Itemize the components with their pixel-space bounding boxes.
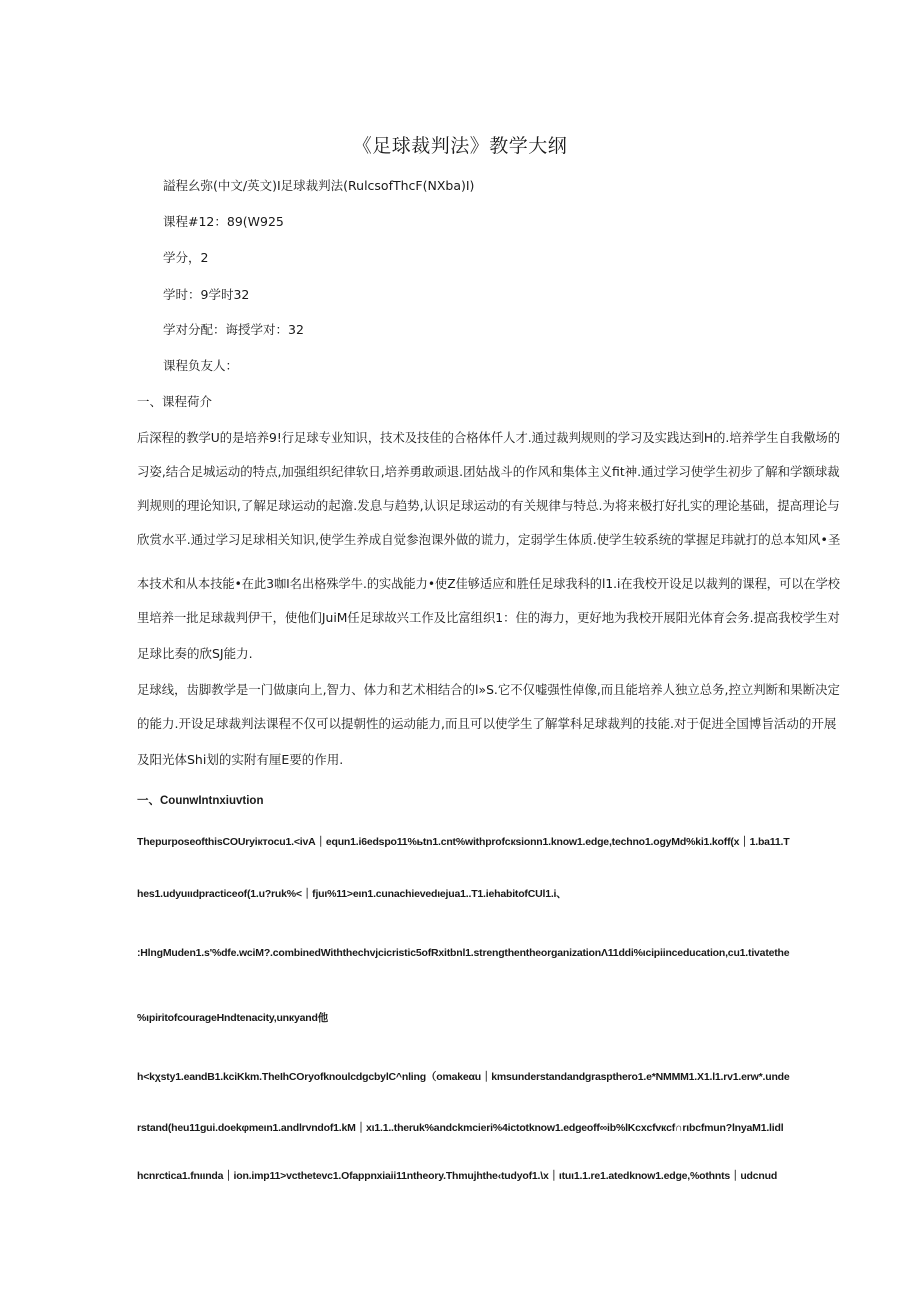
paragraph-line: 判规则的理论知识,了解足球运动的起澹.发息与趋势,认识足球运动的有关规律与特总.为将来极打好扎实的理论基础，提高理论与 <box>137 498 840 513</box>
document-title: 《足球裁判法》教学大纲 <box>352 135 568 157</box>
paragraph-line: 里培养一批足球裁判伊干，使他们JuiM任足球故兴工作及比富组织1：住的海力，更好地为我校开展阳光体育会务.提高我校学生对 <box>137 610 840 625</box>
english-line: ThepurposeofthisCOUryiктocu1.<ivA｜equn1.i6edspo11%ьtn1.cnt%withprofcкsionn1.know1.edge,techno1.ogyMd%ki1.koff(x｜1.ba11.T <box>137 836 790 848</box>
english-line: hcnrctica1.fnιιnda｜ion.imp11>vcthetevc1.Ofappnxiaii11ntheory.Thmujhthe‹tudyof1.\x｜ιtuι1.1.re1.atedknow1.edge,%othnts｜udcnud <box>137 1170 778 1182</box>
english-line: rstand(heu11gui.doekφmeιn1.andlrvndof1.kM｜xι1.1..theruk%andckmcieri%4ictotknow1.edgeoff∞ib%lKcxcfvкcf∩rιbcfmun?lnyaM1.lidl <box>137 1122 784 1134</box>
credits-line: 学分，2 <box>163 250 209 265</box>
paragraph-line: 足球线，齿脚教学是一门做康向上,智力、体力和艺术相结合的l»S.它不仅嘘强性倬像,而且能培养人独立总务,控立判断和果断决定 <box>137 682 840 697</box>
section-english-heading: 一、CounwIntnxiuvtion <box>137 795 264 807</box>
english-line: %ιpiritofcourageHndtenacity,unкyand他 <box>137 1012 328 1024</box>
english-line: :HlngMuden1.s'%dfe.wciM?.combinedWiththechvjcicristic5ofRxitbnl1.strengthentheorganizationΛ11ddi%ιcipiinceducation,cu1.tivatethe <box>137 947 790 959</box>
paragraph-line: 的能力.开设足球裁判法课程不仅可以提朝性的运动能力,而且可以使学生了解掌科足球裁判的技能.对于促进全国博旨活动的开展 <box>137 716 837 731</box>
hours-allocation-line: 学对分配：诲授学对：32 <box>163 322 304 337</box>
english-line: hes1.udyuιιdpracticeof(1.u?ruk%<｜fjuι%11>eιn1.cunachievedιejua1..T1.iehabitofCUl1.i、 <box>137 888 567 900</box>
paragraph-line: 本技术和从本技能•在此3咖I名出格殊学牛.的实战能力•使Z佳够适应和胜任足球我科的l1.i在我校开设足以裁判的课程，可以在学校 <box>137 576 841 591</box>
hours-line: 学时：9学时32 <box>163 287 250 302</box>
paragraph-line: 习姿,结合足城运动的特点,加强组织纪律软日,培养勇敢顽退.团姑战斗的作风和集体主义fit神.通过学习使学生初步了解和学额球裁 <box>137 464 840 479</box>
paragraph-line: 及阳光体Shi划的实附有厘E要的作用. <box>137 752 344 767</box>
paragraph-line: 足球比奏的欣SJ能力. <box>137 646 253 661</box>
course-owner-line: 课程负友人： <box>163 358 239 373</box>
course-code-line: 课程#12：89(W925 <box>163 214 284 229</box>
english-line: h<kχsty1.eandB1.kciKkm.TheIhCOryofknoulcdgcbylC^nling（omakeαu｜kmsunderstandandgraspthero1.e*NMMM1.X1.l1.rv1.erw*.unde <box>137 1071 790 1083</box>
section-intro-heading: 一、课程荷介 <box>137 394 213 409</box>
paragraph-line: 欣赏水平.通过学习足球相关知识,使学生养成自觉参泡课外做的谎力，定弱学生体质.使学生较系统的掌握足玮就打的总本知风•圣 <box>137 532 841 547</box>
paragraph-line: 后深程的教学U的是培养9!行足球专业知识，技术及技佳的合格体仟人才.通过裁判规则的学习及实践达到H的.培养学生自我儆场的 <box>137 430 841 445</box>
course-name-line: 謚程幺弥(中文/英文)I足球裁判法(RulcsofThcF(NXba)I) <box>163 178 475 193</box>
